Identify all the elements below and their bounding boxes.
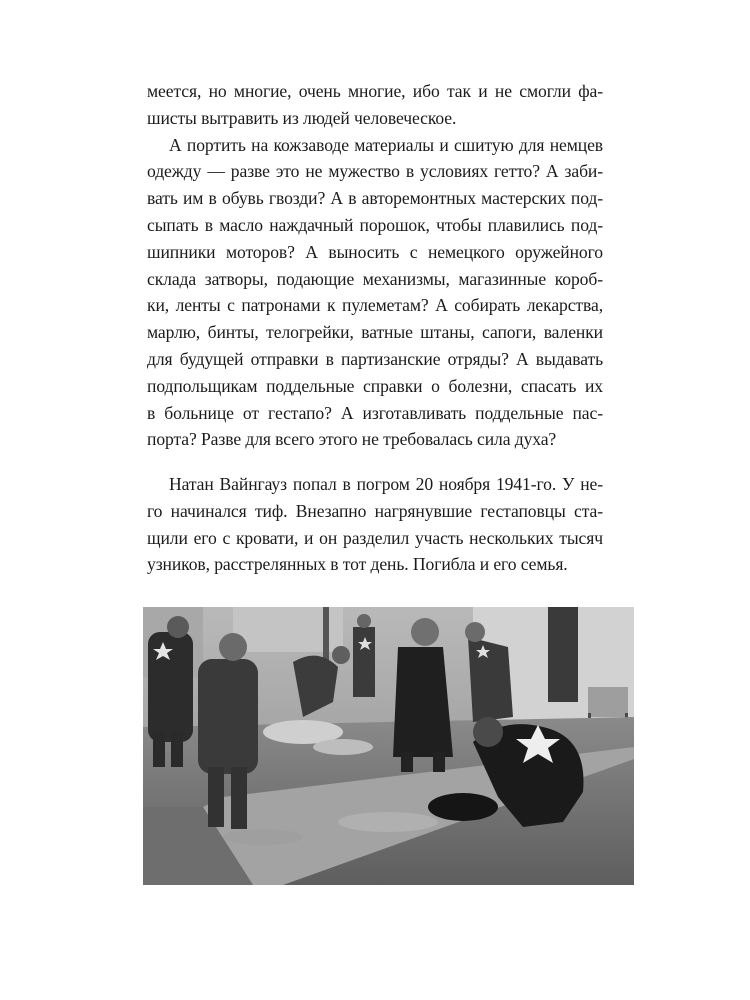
text-section-top (147, 78, 603, 453)
paragraph2-line: порта? Разве для всего этого не требовалась сила духа? (147, 429, 557, 450)
paragraph1-line: шисты вытравить из людей человеческое. (147, 107, 457, 128)
paragraph3-line: Натан Вайнгауз попал в погром 20 ноября 1941-го. У не- (169, 474, 603, 494)
paragraph3-line: го начинался тиф. Внезапно нагрянувшие гестаповцы ста- (147, 500, 603, 521)
historical-photo (143, 607, 634, 885)
paragraph2-line: марлю, бинты, телогрейки, ватные штаны, сапоги, валенки (147, 322, 603, 343)
paragraph3-line: узников, расстрелянных в тот день. Погибла и его семья. (147, 554, 568, 575)
paragraph2-line: сыпать в масло наждачный порошок, чтобы плавились под- (147, 214, 603, 235)
paragraph2-line: вать им в обувь гвозди? А в авторемонтных мастерских под- (147, 188, 603, 209)
paragraph3-line: щили его с кровати, и он разделил участь нескольких тысяч (147, 527, 603, 548)
paragraph2-line: А портить на кожзаводе материалы и сшитую для немцев (169, 134, 603, 155)
building-door (548, 607, 578, 702)
person-walking (198, 659, 258, 774)
building-bench (588, 687, 628, 717)
paragraph2-line: подпольщикам поддельные справки о болезни, спасать их (147, 375, 603, 396)
paragraph1-line: меется, но многие, очень многие, ибо так и не смогли фа- (147, 81, 603, 101)
paragraph2-line: шипники моторов? А выносить с немецкого оружейного (147, 241, 603, 262)
paragraph2-line: в больнице от гестапо? А изготавливать поддельные пас- (147, 402, 603, 423)
person-right (468, 637, 513, 722)
historical-photo-drawing (143, 607, 634, 885)
text-section-bottom (147, 471, 603, 578)
paragraph2-line: склада затворы, подающие механизмы, магазинные короб- (147, 268, 603, 289)
paragraph2-line: ки, ленты с патронами к пулеметам? А собирать лекарства, (147, 295, 603, 316)
paragraph2-line: одежду — разве это не мужество в условиях гетто? А заби- (147, 161, 603, 182)
person (148, 632, 193, 742)
paragraph2-line: для будущей отправки в партизанские отряды? А выдавать (147, 348, 603, 369)
person-standing (393, 647, 453, 757)
